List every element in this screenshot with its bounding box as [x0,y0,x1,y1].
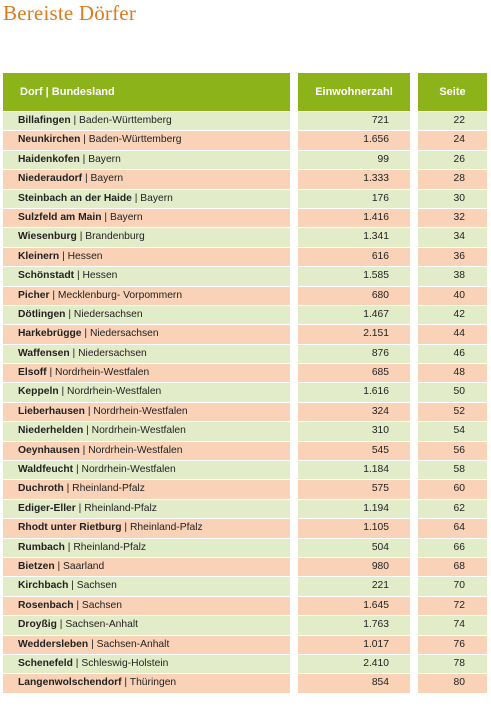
cell-einwohnerzahl: 2.410 [298,655,410,673]
village-name: Picher [18,289,50,301]
table-row [3,442,487,460]
separator: | [131,192,141,204]
cell-einwohnerzahl: 685 [298,364,410,382]
cell-seite: 72 [418,597,487,615]
cell-dorf-bundesland [3,131,290,149]
cell-dorf-bundesland [3,228,290,246]
separator: | [101,211,110,223]
village-name: Bietzen [18,560,55,572]
state-name: Schleswig-Holstein [81,657,169,669]
separator: | [63,483,73,495]
state-name: Sachsen-Anhalt [96,638,170,650]
village-name: Billafingen [18,115,71,126]
separator: | [74,270,83,282]
state-name: Saarland [63,560,105,572]
village-name: Kirchbach [18,580,69,592]
cell-seite: 46 [418,345,487,363]
cell-seite: 36 [418,248,487,266]
cell-dorf-bundesland [3,577,290,595]
state-name: Sachsen [76,580,117,592]
village-name: Rumbach [18,541,65,553]
cell-einwohnerzahl: 1.341 [298,228,410,246]
separator: | [121,522,130,534]
separator: | [121,677,130,689]
cell-seite: 60 [418,480,487,498]
state-name: Niedersachsen [89,328,159,340]
village-name: Schenefeld [18,657,73,669]
cell-seite: 24 [418,131,487,149]
village-name: Elsoff [18,367,47,379]
cell-seite: 78 [418,655,487,673]
cell-seite: 64 [418,519,487,537]
cell-dorf-bundesland [3,345,290,363]
cell-einwohnerzahl: 721 [298,112,410,130]
village-name: Harkebrügge [18,328,82,340]
cell-seite: 58 [418,461,487,479]
table-row [3,519,487,537]
village-name: Langenwolschendorf [18,677,122,689]
cell-seite: 76 [418,636,487,654]
table-row [3,170,487,188]
cell-seite: 56 [418,442,487,460]
cell-dorf-bundesland [3,403,290,421]
separator: | [70,115,80,126]
village-name: Wiesenburg [18,231,77,243]
cell-dorf-bundesland [3,539,290,557]
village-name: Weddersleben [18,638,89,650]
cell-dorf-bundesland [3,209,290,227]
table-row [3,500,487,518]
state-name: Thüringen [129,677,177,689]
cell-dorf-bundesland [3,519,290,537]
village-name: Droyßig [18,619,57,631]
table-row [3,306,487,324]
cell-seite: 48 [418,364,487,382]
cell-dorf-bundesland [3,655,290,673]
table-row [3,345,487,363]
state-name: Bayern [109,211,143,223]
cell-einwohnerzahl: 221 [298,577,410,595]
separator: | [65,308,74,320]
cell-dorf-bundesland [3,597,290,615]
cell-seite: 68 [418,558,487,576]
separator: | [46,367,56,379]
cell-seite: 34 [418,228,487,246]
village-name: Niederaudorf [18,173,83,185]
separator: | [54,560,64,572]
state-name: Nordrhein-Westfalen [88,444,183,456]
table-row [3,597,487,615]
cell-seite: 28 [418,170,487,188]
cell-dorf-bundesland [3,383,290,401]
cell-einwohnerzahl: 616 [298,248,410,266]
page-title: Bereiste Dörfer [3,1,137,25]
cell-einwohnerzahl: 99 [298,151,410,169]
separator: | [68,580,77,592]
state-name: Baden-Württemberg [79,115,172,126]
village-name: Oeynhausen [18,444,80,456]
cell-einwohnerzahl: 1.467 [298,306,410,324]
state-name: Brandenburg [85,231,145,243]
table-row [3,616,487,634]
separator: | [79,153,89,165]
cell-seite: 42 [418,306,487,324]
cell-seite: 80 [418,674,487,692]
cell-einwohnerzahl: 504 [298,539,410,557]
cell-einwohnerzahl: 1.017 [298,636,410,654]
cell-einwohnerzahl: 1.333 [298,170,410,188]
state-name: Hessen [67,250,103,262]
cell-seite: 26 [418,151,487,169]
table-row [3,190,487,208]
separator: | [79,444,89,456]
cell-einwohnerzahl: 1.763 [298,616,410,634]
table-row [3,558,487,576]
cell-dorf-bundesland [3,287,290,305]
cell-seite: 38 [418,267,487,285]
state-name: Niedersachsen [78,347,147,359]
table-row [3,539,487,557]
cell-seite: 32 [418,209,487,227]
state-name: Nordrhein-Westfalen [91,425,186,437]
separator: | [75,502,85,514]
state-name: Sachsen [81,599,122,611]
cell-seite: 74 [418,616,487,634]
state-name: Nordrhein-Westfalen [81,464,176,476]
cell-dorf-bundesland [3,190,290,208]
state-name: Hessen [82,270,118,282]
separator: | [56,619,66,631]
cell-einwohnerzahl: 2.151 [298,325,410,343]
cell-einwohnerzahl: 1.585 [298,267,410,285]
cell-dorf-bundesland [3,674,290,692]
cell-dorf-bundesland [3,267,290,285]
cell-einwohnerzahl: 1.105 [298,519,410,537]
village-name: Waldfeucht [18,464,74,476]
cell-einwohnerzahl: 545 [298,442,410,460]
cell-einwohnerzahl: 1.416 [298,209,410,227]
cell-dorf-bundesland [3,558,290,576]
village-name: Rhodt unter Rietburg [18,522,122,534]
state-name: Rheinland-Pfalz [129,522,203,534]
separator: | [88,638,97,650]
cell-dorf-bundesland [3,480,290,498]
cell-seite: 44 [418,325,487,343]
cell-seite: 66 [418,539,487,557]
table-row [3,383,487,401]
state-name: Mecklenburg- Vorpommern [57,289,183,301]
table-row [3,267,487,285]
table-row [3,636,487,654]
village-name: Duchroth [18,483,64,495]
table-row [3,112,487,130]
cell-seite: 52 [418,403,487,421]
state-name: Sachsen-Anhalt [65,619,139,631]
cell-einwohnerzahl: 1.656 [298,131,410,149]
state-name: Rheinland-Pfalz [73,541,147,553]
cell-dorf-bundesland [3,442,290,460]
cell-einwohnerzahl: 176 [298,190,410,208]
state-name: Bayern [90,173,124,185]
column-header-einwohnerzahl: Einwohnerzahl [298,73,410,111]
cell-seite: 22 [418,112,487,130]
cell-dorf-bundesland [3,364,290,382]
cell-seite: 40 [418,287,487,305]
separator: | [81,328,90,340]
village-name: Neunkirchen [18,134,81,146]
table-row [3,209,487,227]
separator: | [64,541,74,553]
table-row [3,287,487,305]
cell-dorf-bundesland [3,151,290,169]
village-name: Keppeln [18,386,59,398]
separator: | [82,173,91,185]
separator: | [69,347,79,359]
separator: | [58,386,68,398]
state-name: Nordrhein-Westfalen [55,367,150,379]
cell-dorf-bundesland [3,461,290,479]
table-row [3,480,487,498]
state-name: Niedersachsen [73,308,143,320]
table-row [3,248,487,266]
village-name: Waffensen [18,347,70,359]
table-row [3,403,487,421]
cell-dorf-bundesland [3,248,290,266]
cell-seite: 30 [418,190,487,208]
column-header-dorf: Dorf | Bundesland [3,73,290,111]
table-row [3,228,487,246]
table-row [3,461,487,479]
cell-einwohnerzahl: 876 [298,345,410,363]
separator: | [76,231,86,243]
separator: | [73,599,82,611]
cell-einwohnerzahl: 310 [298,422,410,440]
separator: | [80,134,89,146]
cell-einwohnerzahl: 680 [298,287,410,305]
cell-einwohnerzahl: 575 [298,480,410,498]
separator: | [59,250,68,262]
cell-seite: 54 [418,422,487,440]
table-row [3,674,487,692]
village-name: Rosenbach [18,599,74,611]
table-row [3,131,487,149]
table-row [3,422,487,440]
cell-einwohnerzahl: 1.616 [298,383,410,401]
separator: | [72,657,82,669]
state-name: Nordrhein-Westfalen [93,405,188,417]
state-name: Rheinland-Pfalz [84,502,157,514]
state-name: Rheinland-Pfalz [72,483,145,495]
state-name: Bayern [140,192,173,204]
cell-seite: 70 [418,577,487,595]
cell-dorf-bundesland [3,616,290,634]
village-name: Dötlingen [18,308,66,320]
cell-dorf-bundesland [3,422,290,440]
state-name: Nordrhein-Westfalen [67,386,162,398]
separator: | [83,425,92,437]
village-name: Sulzfeld am Main [18,211,102,223]
cell-dorf-bundesland [3,306,290,324]
separator: | [84,405,94,417]
cell-seite: 50 [418,383,487,401]
cell-seite: 62 [418,500,487,518]
village-name: Kleinern [18,250,60,262]
separator: | [49,289,58,301]
village-name: Steinbach an der Haide [18,192,132,204]
table-row [3,577,487,595]
cell-einwohnerzahl: 1.645 [298,597,410,615]
cell-dorf-bundesland [3,170,290,188]
separator: | [73,464,82,476]
table-row [3,151,487,169]
village-name: Lieberhausen [18,405,85,417]
table-row [3,655,487,673]
cell-dorf-bundesland [3,500,290,518]
state-name: Baden-Württemberg [88,134,182,146]
table-row [3,325,487,343]
village-name: Schönstadt [18,270,75,282]
cell-einwohnerzahl: 1.194 [298,500,410,518]
table-body [3,112,487,694]
cell-dorf-bundesland [3,112,290,130]
village-name: Ediger-Eller [18,502,76,514]
cell-einwohnerzahl: 980 [298,558,410,576]
column-header-seite: Seite [418,73,487,111]
cell-dorf-bundesland [3,636,290,654]
cell-einwohnerzahl: 1.184 [298,461,410,479]
village-name: Niederhelden [18,425,84,437]
table-row [3,364,487,382]
cell-einwohnerzahl: 324 [298,403,410,421]
cell-einwohnerzahl: 854 [298,674,410,692]
village-name: Haidenkofen [18,153,80,165]
state-name: Bayern [88,153,121,165]
cell-dorf-bundesland [3,325,290,343]
